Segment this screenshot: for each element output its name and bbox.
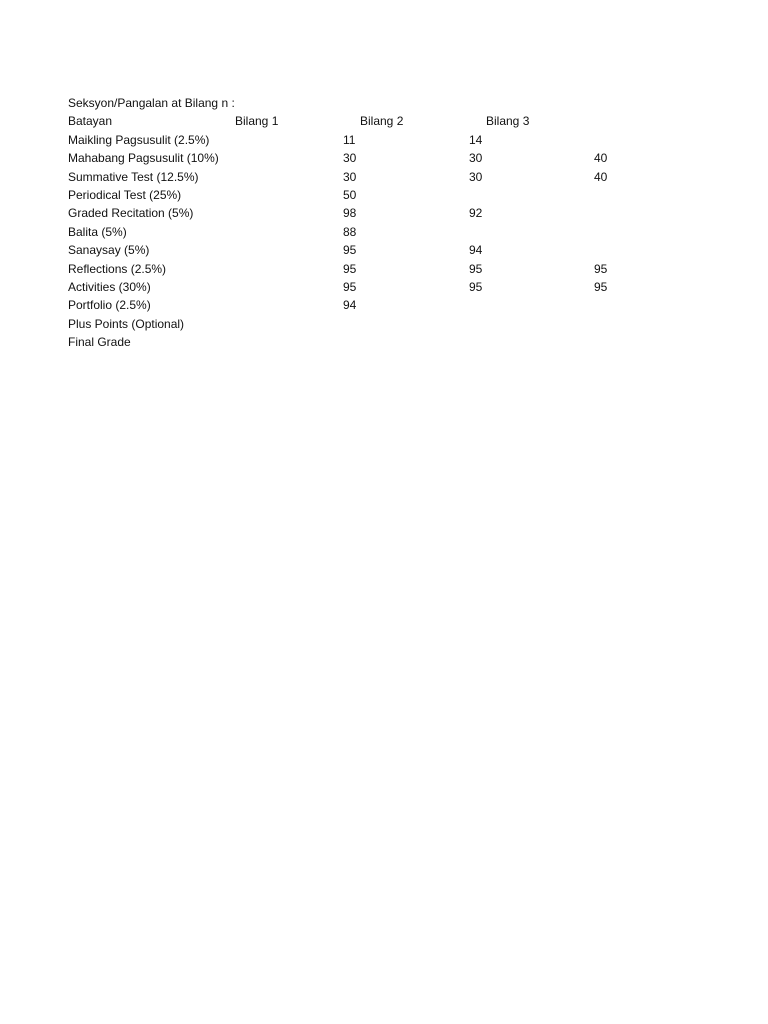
row-value-bilang-2: 94 <box>469 243 483 258</box>
row-label: Plus Points (Optional) <box>68 316 185 331</box>
row-label: Portfolio (2.5%) <box>68 298 151 313</box>
row-value-bilang-1: 30 <box>343 151 357 166</box>
row-label: Mahabang Pagsusulit (10%) <box>68 151 219 166</box>
table-row <box>68 149 668 167</box>
row-value-bilang-3: 95 <box>594 261 608 276</box>
table-row <box>68 333 668 351</box>
section-title: Seksyon/Pangalan at Bilang n : <box>68 96 235 110</box>
row-value-bilang-1: 88 <box>343 224 357 239</box>
row-label: Reflections (2.5%) <box>68 261 167 276</box>
table-row <box>68 204 668 222</box>
row-value-bilang-3: 95 <box>594 279 608 294</box>
row-value-bilang-1: 95 <box>343 279 357 294</box>
table-row <box>68 223 668 241</box>
row-value-bilang-2: 95 <box>469 261 483 276</box>
header-bilang-1: Bilang 1 <box>235 114 279 129</box>
row-value-bilang-1: 50 <box>343 187 357 202</box>
row-label: Final Grade <box>68 335 131 350</box>
row-label: Graded Recitation (5%) <box>68 206 194 221</box>
section-title-row <box>68 94 668 112</box>
header-label: Batayan <box>68 114 113 129</box>
grade-sheet <box>68 94 668 351</box>
row-value-bilang-1: 95 <box>343 261 357 276</box>
row-value-bilang-3: 40 <box>594 169 608 184</box>
row-label: Balita (5%) <box>68 224 127 239</box>
row-value-bilang-1: 30 <box>343 169 357 184</box>
table-row <box>68 186 668 204</box>
row-value-bilang-2: 92 <box>469 206 483 221</box>
table-row <box>68 260 668 278</box>
row-label: Periodical Test (25%) <box>68 187 182 202</box>
row-value-bilang-2: 14 <box>469 132 483 147</box>
row-label: Summative Test (12.5%) <box>68 169 199 184</box>
header-bilang-3: Bilang 3 <box>486 114 530 129</box>
row-label: Activities (30%) <box>68 279 151 294</box>
row-value-bilang-1: 95 <box>343 243 357 258</box>
row-value-bilang-1: 94 <box>343 298 357 313</box>
table-row <box>68 131 668 149</box>
row-value-bilang-2: 30 <box>469 151 483 166</box>
row-value-bilang-3: 40 <box>594 151 608 166</box>
table-row <box>68 296 668 314</box>
row-value-bilang-2: 30 <box>469 169 483 184</box>
table-row <box>68 278 668 296</box>
row-value-bilang-2: 95 <box>469 279 483 294</box>
row-label: Sanaysay (5%) <box>68 243 150 258</box>
row-value-bilang-1: 11 <box>343 132 356 147</box>
table-row <box>68 241 668 259</box>
row-value-bilang-1: 98 <box>343 206 357 221</box>
header-bilang-2: Bilang 2 <box>360 114 404 129</box>
row-label: Maikling Pagsusulit (2.5%) <box>68 132 210 147</box>
table-row <box>68 168 668 186</box>
table-row <box>68 315 668 333</box>
header-row <box>68 112 668 130</box>
